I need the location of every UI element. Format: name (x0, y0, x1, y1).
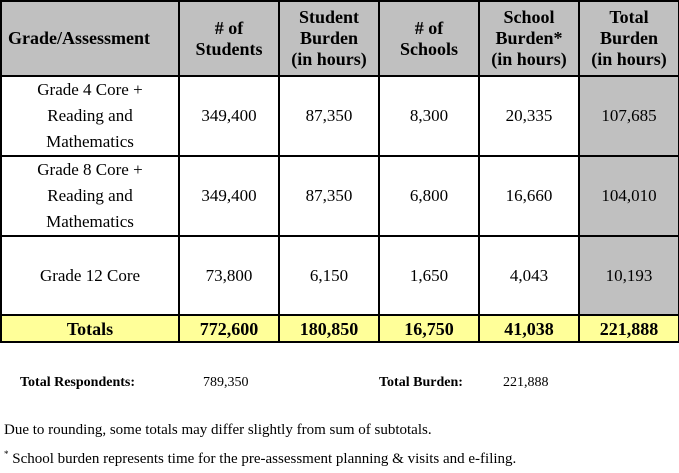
summary-line (0, 375, 679, 393)
student-burden-cell: 87,350 (279, 76, 379, 156)
header-school-burden: School Burden* (in hours) (479, 1, 579, 76)
grade-cell: Grade 4 Core + Reading and Mathematics (1, 76, 179, 156)
students-cell: 349,400 (179, 156, 279, 236)
totals-student-burden: 180,850 (279, 315, 379, 342)
table-row (1, 76, 679, 156)
school-burden-cell: 16,660 (479, 156, 579, 236)
total-burden-cell: 104,010 (579, 156, 679, 236)
school-burden-footnote: * School burden represents time for the pre-assessment planning & visits and e-filing. (4, 449, 517, 467)
student-burden-cell: 6,150 (279, 236, 379, 315)
school-burden-cell: 4,043 (479, 236, 579, 315)
student-burden-cell: 87,350 (279, 156, 379, 236)
totals-label: Totals (1, 315, 179, 342)
school-burden-cell: 20,335 (479, 76, 579, 156)
header-grade: Grade/Assessment (1, 1, 179, 76)
schools-cell: 1,650 (379, 236, 479, 315)
total-burden-cell: 107,685 (579, 76, 679, 156)
header-schools: # of Schools (379, 1, 479, 76)
students-cell: 73,800 (179, 236, 279, 315)
grade-cell: Grade 12 Core (1, 236, 179, 315)
header-students: # of Students (179, 1, 279, 76)
header-total-burden: Total Burden (in hours) (579, 1, 679, 76)
total-respondents-value: 789,350 (203, 375, 249, 390)
header-student-burden: Student Burden (in hours) (279, 1, 379, 76)
footnote-marker: * (4, 449, 9, 459)
students-cell: 349,400 (179, 76, 279, 156)
totals-schools: 16,750 (379, 315, 479, 342)
table-row (1, 156, 679, 236)
grade-cell: Grade 8 Core + Reading and Mathematics (1, 156, 179, 236)
total-burden-cell: 10,193 (579, 236, 679, 315)
footnotes (4, 420, 516, 473)
totals-total-burden: 221,888 (579, 315, 679, 342)
totals-students: 772,600 (179, 315, 279, 342)
header-row (1, 1, 679, 76)
rounding-note: Due to rounding, some totals may differ slightly from sum of subtotals. (4, 422, 432, 438)
schools-cell: 6,800 (379, 156, 479, 236)
schools-cell: 8,300 (379, 76, 479, 156)
totals-school-burden: 41,038 (479, 315, 579, 342)
total-respondents-label: Total Respondents: (20, 375, 136, 390)
table-row (1, 236, 679, 315)
total-burden-label: Total Burden: (379, 375, 463, 390)
total-burden-value: 221,888 (503, 375, 549, 390)
totals-row (1, 315, 679, 342)
